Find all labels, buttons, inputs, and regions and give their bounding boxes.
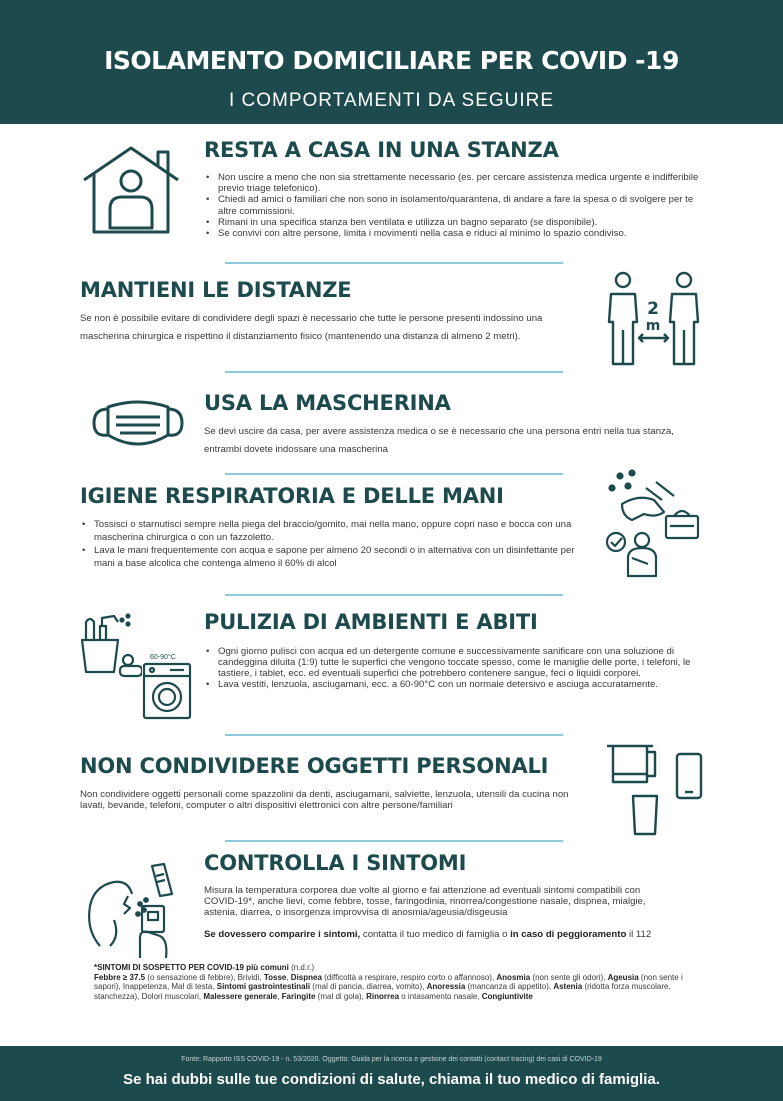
symptoms-alert: Se dovessero comparire i sintomi, contatta il tuo medico di famiglia o in caso di peggioramento il 112 xyxy=(204,929,652,940)
face-mask-icon xyxy=(90,393,186,455)
footnote-symptom: Astenia xyxy=(553,982,583,992)
page-title: ISOLAMENTO DOMICILIARE PER COVID -19 xyxy=(104,46,679,75)
temperature-label: 60-90°C xyxy=(150,654,176,661)
section-title-distance: MANTIENI LE DISTANZE xyxy=(80,278,352,302)
footnote-symptom: Ageusia xyxy=(607,972,639,982)
distance-number-label: 2 xyxy=(647,299,659,319)
separator xyxy=(225,473,563,475)
list-item: • Chiedi ad amici o familiari che non sono in isolamento/quarantena, di andare a fare la spesa o di svolgere per te altre commissioni. xyxy=(204,194,704,216)
section-mask-text: Se devi uscire da casa, per avere assistenza medica o se è necessario che una persona entri nella tua stanza, entrambi dovete indossare una mascherina xyxy=(204,426,674,455)
section-symptoms-text: Misura la temperatura corporea due volte al giorno e fai attenzione ad eventuali sintomi compatibili con COVID-19*, anche lievi, come febbre, tosse, faringodinia, rinorrea/congestione nasale, dispnea, mialgie, astenia, diarrea, o insorgenza improvvisa di anosmia/ageusia/disgeusia xyxy=(204,885,646,918)
washing-machine-icon xyxy=(142,662,192,720)
list-item: • Tossisci o starnutisci sempre nella piega del braccio/gomito, mai nella mano, oppure copri naso e bocca con una mascherina chirurgica o con un fazzoletto. xyxy=(80,518,580,544)
footnote-symptom: Rinorrea xyxy=(366,991,400,1001)
section-title-home: RESTA A CASA IN UNA STANZA xyxy=(204,138,559,162)
section-home-text xyxy=(204,172,704,239)
footnote-symptom-detail: , xyxy=(286,972,291,982)
footnote-symptom: Tosse xyxy=(263,972,287,982)
header-banner xyxy=(0,0,783,124)
page-subtitle: I COMPORTAMENTI DA SEGUIRE xyxy=(228,90,555,111)
section-title-personal: NON CONDIVIDERE OGGETTI PERSONALI xyxy=(80,754,549,778)
section-cleaning-text xyxy=(204,646,699,690)
footnote-symptom: Anosmia xyxy=(496,972,531,982)
section-title-hygiene: IGIENE RESPIRATORIA E DELLE MANI xyxy=(80,484,504,508)
footer-banner xyxy=(0,1046,783,1101)
house-person-icon xyxy=(80,144,182,236)
list-item: • Lava le mani frequentemente con acqua e sapone per almeno 20 secondi o in alternativa con un disinfettante per mani a base alcolica che contenga almeno il 60% di alcol xyxy=(80,544,580,570)
footnote-symptom: Dispnea xyxy=(290,972,322,982)
separator xyxy=(225,371,563,373)
two-people-distance-icon xyxy=(601,270,706,368)
footnote-text xyxy=(94,973,683,1001)
thermometer-test-icon xyxy=(80,860,198,960)
section-title-mask: USA LA MASCHERINA xyxy=(204,391,451,415)
footnote-symptom-detail: , xyxy=(277,991,282,1001)
separator xyxy=(225,840,563,842)
list-item: • Lava vestiti, lenzuola, asciugamani, ecc. a 60-90°C con un normale detersivo e asciuga accuratamente. xyxy=(204,679,699,690)
section-personal-text: Non condividere oggetti personali come spazzolini da denti, asciugamani, salviette, lenzuola, utensili da cucina non lavati, bevande, telefoni, computer o altri dispositivi elettronici con altre persone/familiari xyxy=(80,789,569,811)
list-item: • Rimani in una specifica stanza ben ventilata e utilizza un bagno separato (se disponibile). xyxy=(204,217,704,228)
footnote-symptom-detail: (ridotta forza muscolare, stanchezza), Dolori muscolari, xyxy=(94,982,671,1001)
footnote-symptom-detail: o intasamento nasale, xyxy=(399,991,482,1001)
footnote-symptom-detail: (non sente i sapori), Inappetenza, Mal di testa, xyxy=(94,972,683,992)
section-title-cleaning: PULIZIA DI AMBIENTI E ABITI xyxy=(204,610,538,634)
footnote-symptom: Faringite xyxy=(281,991,316,1001)
footnote-symptom: Anoressia xyxy=(426,982,466,992)
footnote-symptom: Congiuntivite xyxy=(481,991,533,1001)
section-title-symptoms: CONTROLLA I SINTOMI xyxy=(204,851,467,875)
cleaning-supplies-icon xyxy=(78,610,142,678)
towel-phone-glass-icon xyxy=(605,742,705,837)
symptoms-footnote: *SINTOMI DI SOSPETTO PER COVID-19 più comuni (n.d.r.) Febbre ≥ 37.5 (o sensazione di febbre), Brividi, Tosse, Dispnea (difficoltà a respirare, respiro corto o affannoso), Anosmia (non sente gli odori), Ageusia (non sente i sapori), Inappetenza, Mal di testa, Sintomi gastrointestinali (mal di pancia, diarrea, vomito), Anoressia (mancanza di appetito), Astenia (ridotta forza muscolare, stanchezza), Dolori muscolari, Malessere generale, Faringite (mal di gola), Rinorrea o intasamento nasale, Congiuntivite xyxy=(94,963,683,1001)
footer-message: Se hai dubbi sulle tue condizioni di salute, chiama il tuo medico di famiglia. xyxy=(123,1071,660,1088)
distance-unit-label: m xyxy=(645,318,661,334)
footnote-symptom-detail: (difficoltà a respirare, respiro corto o affannoso), xyxy=(321,972,497,982)
footnote-symptom-detail: (mancanza di appetito), xyxy=(465,982,554,992)
section-hygiene-text xyxy=(80,518,580,570)
footnote-symptom-detail: (o sensazione di febbre), Brividi, xyxy=(145,972,264,982)
footnote-symptom-detail: (mal di gola), xyxy=(315,991,367,1001)
footer-source: Fonte: Rapporto ISS COVID-19 - n. 53/2020. Oggetto: Guida per la ricerca e gestione dei contatti (contact tracing) dei casi di COVID-19 xyxy=(181,1056,602,1063)
footnote-symptom: Malessere generale xyxy=(203,991,278,1001)
separator xyxy=(225,262,563,264)
list-item: • Non uscire a meno che non sia strettamente necessario (es. per cercare assistenza medica urgente e indifferibile previo triage telefonico). xyxy=(204,172,704,194)
list-item: • Ogni giorno pulisci con acqua ed un detergente comune e successivamente sanificare con una soluzione di candeggina diluita (1:9) tutte le superfici che vengono toccate spesso, come le maniglie delle porte, i telefoni, le tastiere, i tablet, ecc. ed eventuali superfici che potrebbero contenere sangue, feci o liquidi corporei. xyxy=(204,646,699,679)
footnote-symptom-detail: (mal di pancia, diarrea, vomito), xyxy=(310,982,427,992)
separator xyxy=(225,594,563,596)
list-item: • Se convivi con altre persone, limita i movimenti nella casa e riduci al minimo lo spazio condiviso. xyxy=(204,228,704,239)
footnote-symptom-detail: (non sente gli odori), xyxy=(530,972,608,982)
footnote-symptom: Febbre ≥ 37.5 xyxy=(94,972,146,982)
section-distance-text: Se non è possibile evitare di condividere degli spazi è necessario che tutte le persone presenti indossino una mascherina chirurgica e rispettino il distanziamento fisico (mantenendo una distanza di almeno 2 metri). xyxy=(80,313,543,342)
footnote-symptom: Sintomi gastrointestinali xyxy=(216,982,311,992)
separator xyxy=(225,734,563,736)
handwash-tissue-icon xyxy=(602,468,704,580)
